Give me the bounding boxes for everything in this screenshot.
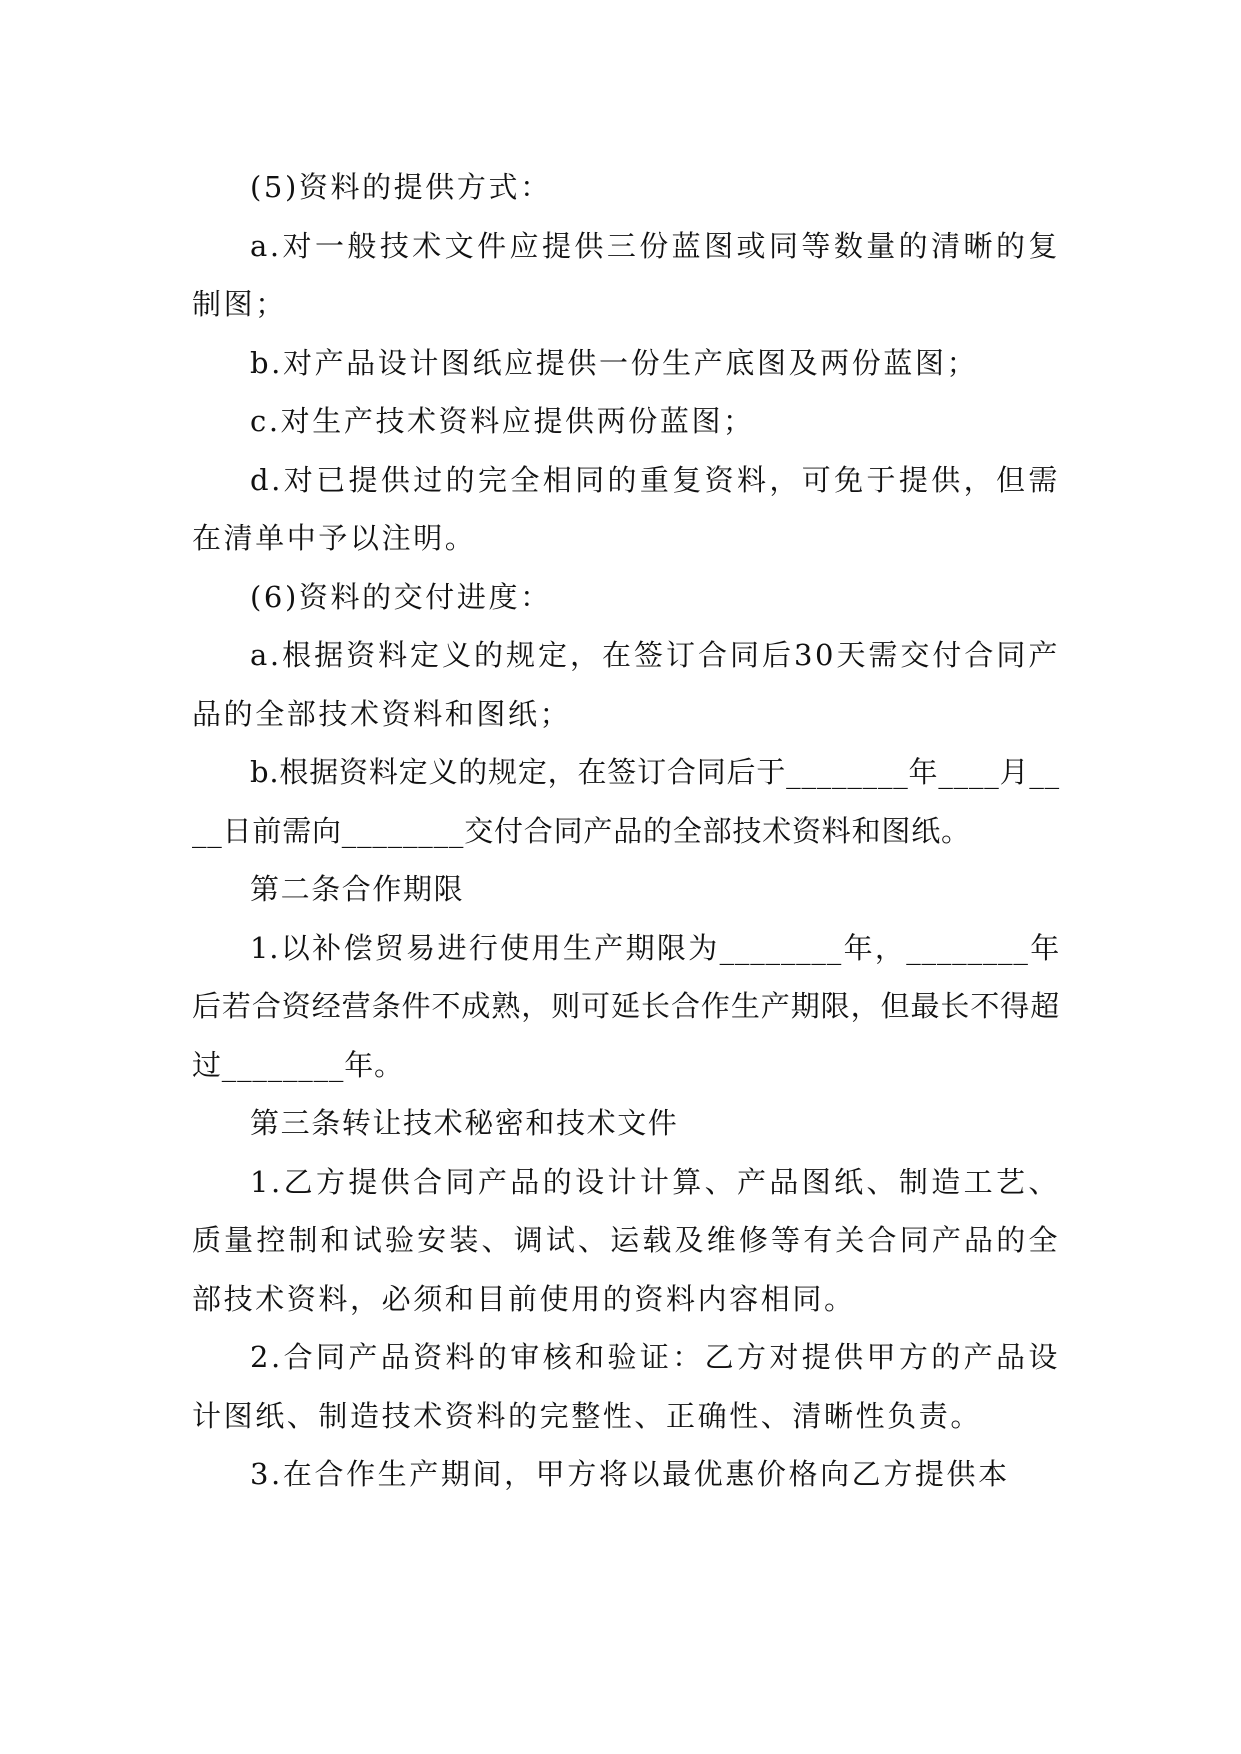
article-3-clause-3: 3.在合作生产期间，甲方将以最优惠价格向乙方提供本 [250, 1457, 1010, 1491]
paragraph-5-delivery-method: (5)资料的提供方式： [250, 170, 552, 204]
paragraph-6b: b.根据资料定义的规定，在签订合同后于________年____月____日前需向________交付合同产品的全部技术资料和图纸。 [192, 755, 1060, 848]
paragraph-6a: a.根据资料定义的规定，在签订合同后30天需交付合同产品的全部技术资料和图纸； [192, 638, 1060, 731]
article-3-heading: 第三条转让技术秘密和技术文件 [250, 1106, 679, 1140]
article-2-clause-1: 1.以补偿贸易进行使用生产期限为________年，________年后若合资经营条件不成熟，则可延长合作生产期限，但最长不得超过________年。 [192, 930, 1060, 1082]
paragraph-5a: a.对一般技术文件应提供三份蓝图或同等数量的清晰的复制图； [192, 228, 1060, 321]
document-page [192, 158, 1060, 1504]
paragraph-6-delivery-schedule: (6)资料的交付进度： [250, 579, 552, 614]
article-3-clause-2: 2.合同产品资料的审核和验证：乙方对提供甲方的产品设计图纸、制造技术资料的完整性、正确性、清晰性负责。 [192, 1340, 1060, 1433]
article-2-heading: 第二条合作期限 [250, 872, 465, 906]
paragraph-5b: b.对产品设计图纸应提供一份生产底图及两份蓝图； [250, 345, 979, 380]
article-3-clause-1: 1.乙方提供合同产品的设计计算、产品图纸、制造工艺、质量控制和试验安装、调试、运载及维修等有关合同产品的全部技术资料，必须和目前使用的资料内容相同。 [192, 1164, 1060, 1316]
paragraph-5d: d.对已提供过的完全相同的重复资料，可免于提供，但需在清单中予以注明。 [192, 462, 1060, 555]
paragraph-5c: c.对生产技术资料应提供两份蓝图； [250, 404, 755, 438]
